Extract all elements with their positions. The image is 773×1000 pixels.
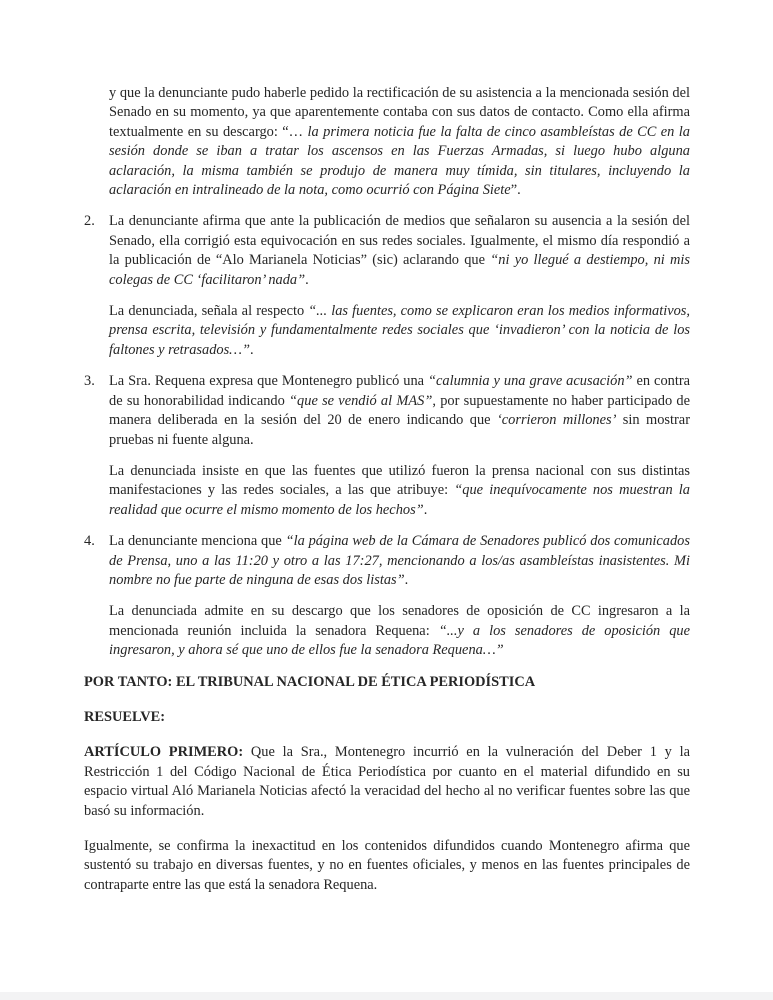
- bold-text: POR TANTO: EL TRIBUNAL NACIONAL DE ÉTICA PERIODÍSTICA: [84, 673, 536, 690]
- body-text: , por supuestamente no haber participado de manera deliberada en la sesión del 20 de enero indicando que: [109, 392, 690, 429]
- quoted-text: “ni yo llegué a destiempo, ni mis colegas de CC ‘facilitaron’ nada”: [109, 252, 690, 288]
- paragraph-item3-subparagraph: [109, 462, 690, 520]
- list-item-2-number: 2.: [84, 213, 95, 230]
- list-item-3: [84, 372, 690, 450]
- list-item-4-text: [109, 532, 690, 590]
- quoted-text: “que se vendió al MAS”: [289, 392, 433, 409]
- body-text: .: [249, 341, 254, 358]
- quoted-text: “calumnia y una grave acusación”: [428, 373, 633, 390]
- document-body: [84, 84, 690, 911]
- bold-text: RESUELVE:: [84, 708, 166, 725]
- list-item-3-text: [109, 372, 690, 450]
- body-text: La denunciante menciona que: [109, 533, 286, 550]
- quoted-text: “que inequívocamente nos muestran la realidad que ocurre el mismo momento de los hechos”: [109, 482, 691, 518]
- list-item-3-number: 3.: [84, 373, 95, 390]
- body-text: Igualmente, se confirma la inexactitud en los contenidos difundidos cuando Montenegro afirma que sustentó su trabajo en diversas fuentes, y no en fuentes oficiales, y menos en las fuentes principales de contraparte entre las que está la senadora Requena.: [84, 838, 690, 893]
- quoted-text: “la página web de la Cámara de Senadores publicó dos comunicados de Prensa, uno a las 11:20 y otro a las 17:27, mencionando a los/as asambleístas inasistentes. Mi nombre no fue parte de ninguna de esas dos listas”: [109, 533, 690, 588]
- heading-resuelve: [84, 708, 690, 727]
- body-text: .: [305, 271, 309, 288]
- page-bottom-edge-shadow: [0, 992, 773, 1000]
- body-text: La denunciante afirma que ante la publicación de medios que señalaron su ausencia a la sesión del Senado, ella corrigió esta equivocación en sus redes sociales. Igualmente, el mismo día respondió a la publicación de “Alo Marianela Noticias” (sic) aclarando que: [109, 213, 690, 269]
- quoted-text: “...y a los senadores de oposición que ingresaron, y ahora sé que uno de ellos fue la senadora Requena…”: [109, 622, 691, 659]
- body-text: en contra de su honorabilidad indicando: [109, 373, 691, 409]
- body-text: y que la denunciante pudo haberle pedido la rectificación de su asistencia a la mencionada sesión del Senado en su momento, ya que aparentemente contaba con sus datos de contacto. Como ella afirma textualmente en su descargo: “…: [109, 85, 690, 140]
- body-text: Que la Sra., Montenegro incurrió en la vulneración del Deber 1 y la Restricción 1 del Código Nacional de Ética Periodística por cuanto en el material difundido en su espacio virtual Aló Marianela Noticias afectó la veracidad del hecho al no verificar fuentes sobre las que basó su información.: [84, 744, 690, 819]
- quoted-text: “... las fuentes, como se explicaron eran los medios informativos, prensa escrita, televisión y fundamentalmente redes sociales que ‘invadieron’ con la noticia de los faltones y retrasados…”: [109, 303, 690, 358]
- paragraph-igualmente: [84, 837, 690, 895]
- body-text: La Sra. Requena expresa que Montenegro publicó una: [109, 373, 429, 390]
- bold-text: ARTÍCULO PRIMERO:: [84, 744, 244, 761]
- list-item-4: [84, 532, 690, 590]
- body-text: ”.: [510, 182, 521, 199]
- paragraph-item1-continuation: [109, 84, 690, 200]
- body-text: .: [404, 571, 409, 588]
- list-item-2: [84, 212, 690, 290]
- quoted-text: ‘corrieron millones’: [496, 412, 617, 429]
- body-text: La denunciada insiste en que las fuentes que utilizó fueron la prensa nacional con sus distintas manifestaciones y las redes sociales, a las que atribuye:: [109, 462, 690, 499]
- body-text: La denunciada admite en su descargo que los senadores de oposición de CC ingresaron a la mencionada reunión incluida la senadora Requena:: [109, 603, 690, 639]
- heading-por-tanto: [84, 673, 690, 692]
- body-text: .: [423, 501, 428, 518]
- paragraph-item2-subparagraph: [109, 302, 690, 360]
- body-text: La denunciada, señala al respecto: [109, 303, 309, 320]
- paragraph-item4-subparagraph: [109, 602, 690, 660]
- list-item-2-text: [109, 212, 690, 290]
- paragraph-articulo-primero: [84, 743, 690, 821]
- list-item-4-number: 4.: [84, 533, 95, 550]
- quoted-text: la primera noticia fue la falta de cinco asambleístas de CC en la sesión donde se iban a tratar los ascensos en las Fuerzas Armadas, si luego hubo alguna aclaración, la misma también se produjo de manera muy tímida, sin titulares, incluyendo la aclaración en intralineado de la nota, como ocurrió con Página Siete: [109, 123, 690, 199]
- body-text: sin mostrar pruebas ni fuente alguna.: [109, 412, 690, 448]
